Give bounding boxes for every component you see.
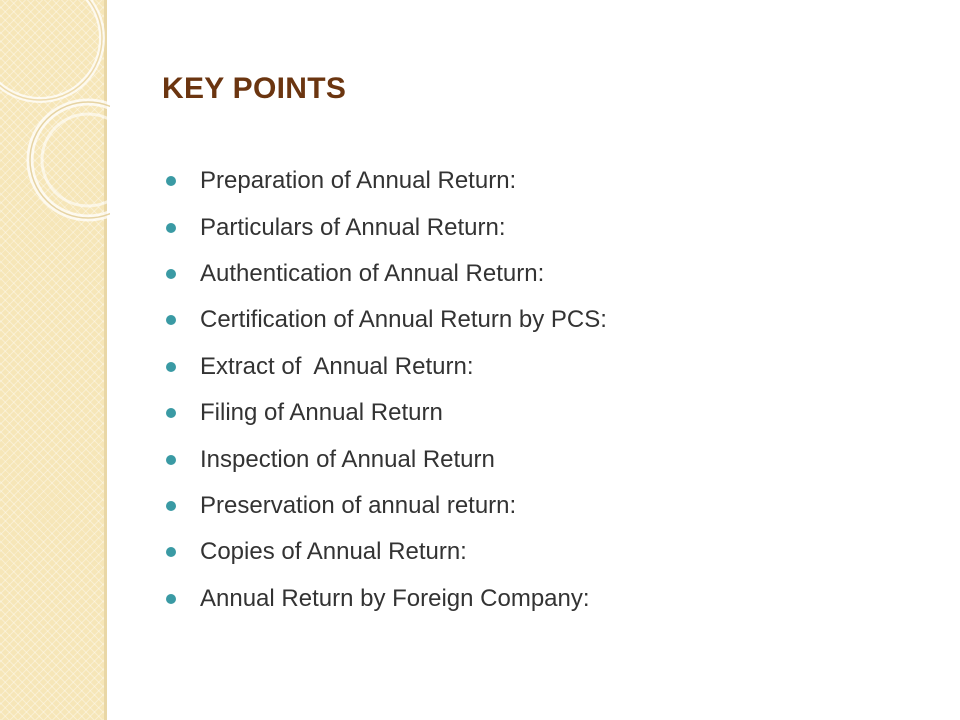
bullet-icon [166, 223, 176, 233]
bullet-icon [166, 408, 176, 418]
list-item [166, 251, 607, 297]
bullet-icon [166, 176, 176, 186]
bullet-icon [166, 455, 176, 465]
decorative-rings-icon [0, 0, 110, 240]
bullet-icon [166, 501, 176, 511]
list-item-text: Certification of Annual Return by PCS: [200, 306, 607, 334]
slide-title: KEY POINTS [162, 72, 347, 105]
list-item [166, 204, 607, 250]
list-item [166, 297, 607, 343]
list-item-text: Inspection of Annual Return [200, 445, 495, 473]
bullet-icon [166, 547, 176, 557]
list-item-text: Authentication of Annual Return: [200, 259, 545, 287]
bullet-icon [166, 315, 176, 325]
list-item [166, 344, 607, 390]
list-item [166, 390, 607, 436]
list-item-text: Preparation of Annual Return: [200, 167, 517, 195]
key-points-list [166, 158, 607, 622]
list-item [166, 436, 607, 482]
list-item [166, 529, 607, 575]
list-item-text: Extract of Annual Return: [200, 352, 474, 380]
bullet-icon [166, 269, 176, 279]
bullet-icon [166, 362, 176, 372]
list-item-text: Copies of Annual Return: [200, 538, 467, 566]
list-item-text: Preservation of annual return: [200, 491, 517, 519]
list-item [166, 158, 607, 204]
list-item [166, 483, 607, 529]
bullet-icon [166, 594, 176, 604]
list-item [166, 576, 607, 622]
list-item-text: Annual Return by Foreign Company: [200, 584, 590, 612]
list-item-text: Filing of Annual Return [200, 399, 443, 427]
list-item-text: Particulars of Annual Return: [200, 213, 506, 241]
